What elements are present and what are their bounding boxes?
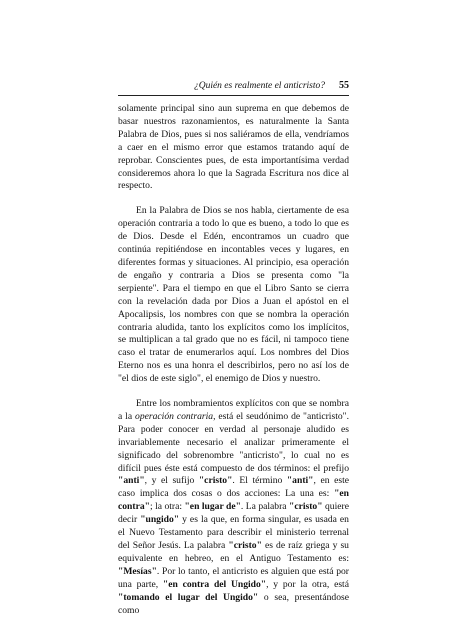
text-run: ; la otra: xyxy=(149,501,185,513)
text-run: . Por lo tanto, el anticristo es alguien que está por una parte, xyxy=(118,565,349,590)
emphasis-bold: "en contra del Ungido" xyxy=(162,578,267,590)
running-title: ¿Quién es realmente el anticristo? xyxy=(193,81,325,91)
header-rule xyxy=(118,95,349,96)
text-run: quiere decir xyxy=(118,501,349,526)
emphasis-bold: "anti" xyxy=(286,475,314,487)
paragraph-1: solamente principal sino aun suprema en que debemos de basar nuestros razonamientos, es naturalmente la Santa Palabra de Dios, pues si nos saliéramos de ella, vendríamos a caer en el mismo error que estamos tratando aquí de reprobar. Conscientes pues, de esta importantísima verdad consideremos ahora lo que la Sagrada Escritura nos dice al respecto. xyxy=(118,103,349,192)
paragraph-3 xyxy=(118,398,349,617)
text-run: es de raíz griega y su equivalente en hebreo, en el Antiguo Testamento es: xyxy=(118,540,349,564)
running-header xyxy=(118,80,349,91)
text-run: , y el sufijo xyxy=(144,475,199,487)
text-run: y es la que, en forma singular, es usada en el Nuevo Testamento para describir el ministerio terrenal del Señor Jesús. La palabra xyxy=(118,514,349,551)
emphasis-bold: "ungido" xyxy=(140,514,180,526)
emphasis-bold: "Mesías" xyxy=(118,565,157,577)
text-run: Entre los nombramientos explícitos con que se nombra a la xyxy=(118,398,349,422)
emphasis-italic: operación contraria xyxy=(135,410,214,422)
emphasis-bold: "anti" xyxy=(118,475,145,487)
emphasis-bold: "tomando el lugar del Ungido" xyxy=(118,591,259,603)
emphasis-bold: "cristo" xyxy=(198,475,233,487)
text-run: o sea, presentándose como xyxy=(118,591,349,616)
text-run: , en este caso implica dos cosas o dos acciones: La una es: xyxy=(118,475,349,500)
emphasis-bold: "cristo" xyxy=(289,501,323,513)
text-run: . La palabra xyxy=(240,501,289,513)
text-run: , y por la otra, está xyxy=(266,578,349,590)
text-run: . El término xyxy=(232,475,287,487)
body-text xyxy=(118,103,349,617)
paragraph-2: En la Palabra de Dios se nos habla, ciertamente de esa operación contraria a todo lo que es bueno, a todo lo que es de Dios. Desde el Edén, encontramos un cuadro que continúa repitiéndose en incontables veces y lugares, en diferentes formas y situaciones. Al principio, esa operación de engaño y contraria a Dios se presenta como "la serpiente". Para el tiempo en que el Libro Santo se cierra con la revelación dada por Dios a Juan el apóstol en el Apocalipsis, los nombres con que se nombra la operación contraria aludida, tanto los explícitos como los implícitos, se multiplican a tal grado que no es fácil, ni tampoco tiene caso el tratar de enumerarlos aquí. Los nombres del Dios Eterno nos es una honra el describirlos, pero no así los de "el dios de este siglo", el enemigo de Dios y nuestro. xyxy=(118,205,349,385)
emphasis-bold: "cristo" xyxy=(228,540,262,551)
emphasis-bold: "en lugar de" xyxy=(184,501,241,513)
emphasis-bold: "en contra" xyxy=(118,488,349,513)
text-run: , está el seudónimo de "anticristo". Para poder conocer en verdad al personaje aludido es invariablemente necesario el analizar primeramente el significado del sobrenombre "anticristo", lo cual no es difícil pues éste está compuesto de dos términos: el prefijo xyxy=(118,410,349,474)
page-number: 55 xyxy=(339,80,349,91)
